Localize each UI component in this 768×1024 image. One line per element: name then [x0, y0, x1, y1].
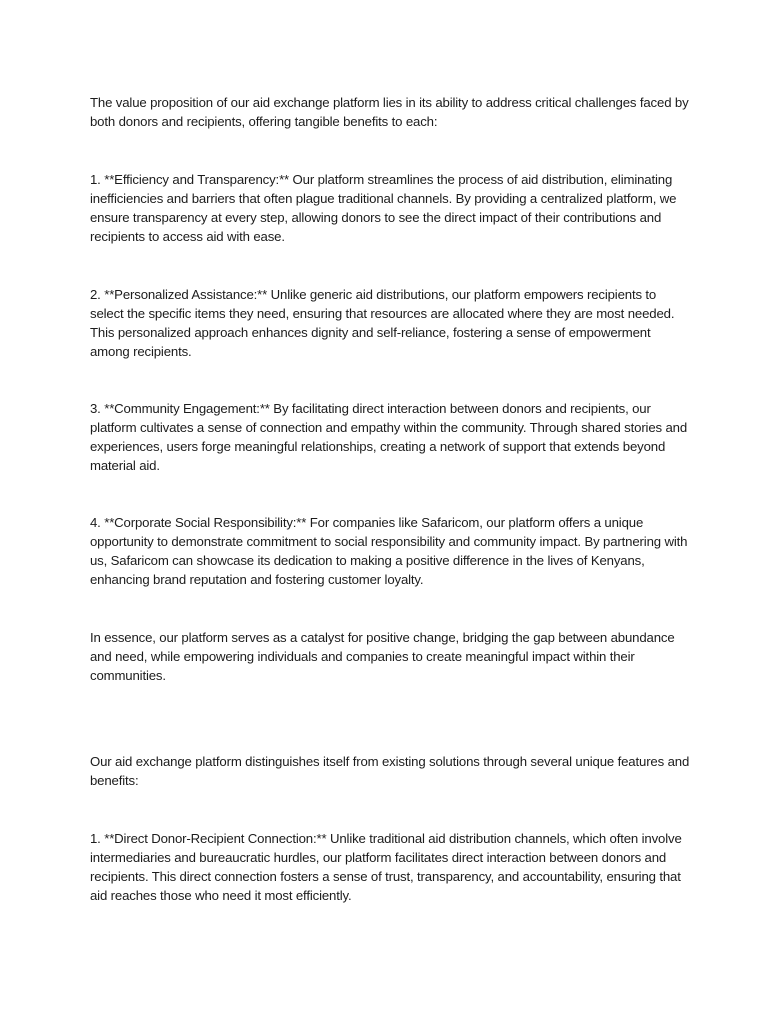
paragraph-corporate-social-responsibility: 4. **Corporate Social Responsibility:** For companies like Safaricom, our platform offers a unique opportunity to demonstrate commitment to social responsibility and community impact. By partnering with us, Safaricom can showcase its dedication to making a positive difference in the lives of Kenyans, enhancing brand reputation and fostering customer loyalty.	[90, 515, 688, 587]
paragraph-value-proposition-intro: The value proposition of our aid exchange platform lies in its ability to address critical challenges faced by both donors and recipients, offering tangible benefits to each:	[90, 95, 689, 129]
paragraph-direct-connection: 1. **Direct Donor-Recipient Connection:** Unlike traditional aid distribution channels, which often involve intermediaries and bureaucratic hurdles, our platform facilitates direct interaction between donors and recipients. This direct connection fosters a sense of trust, transparency, and accountability, ensuring that aid reaches those who need it most efficiently.	[90, 831, 682, 903]
paragraph-efficiency-transparency: 1. **Efficiency and Transparency:** Our platform streamlines the process of aid distribution, eliminating inefficiencies and barriers that often plague traditional channels. By providing a centralized platform, we ensure transparency at every step, allowing donors to see the direct impact of their contributions and recipients to access aid with ease.	[90, 172, 677, 244]
paragraph-in-essence: In essence, our platform serves as a catalyst for positive change, bridging the gap between abundance and need, while empowering individuals and companies to create meaningful impact within their communities.	[90, 630, 675, 683]
paragraph-unique-features-intro: Our aid exchange platform distinguishes itself from existing solutions through several unique features and benefits:	[90, 754, 690, 788]
paragraph-community-engagement: 3. **Community Engagement:** By facilitating direct interaction between donors and recipients, our platform cultivates a sense of connection and empathy within the community. Through shared stories and experiences, users forge meaningful relationships, creating a network of support that extends beyond material aid.	[90, 401, 688, 473]
paragraph-personalized-assistance: 2. **Personalized Assistance:** Unlike generic aid distributions, our platform empowers recipients to select the specific items they need, ensuring that resources are allocated where they are most needed. This personalized approach enhances dignity and self-reliance, fostering a sense of empowerment among recipients.	[90, 287, 675, 359]
